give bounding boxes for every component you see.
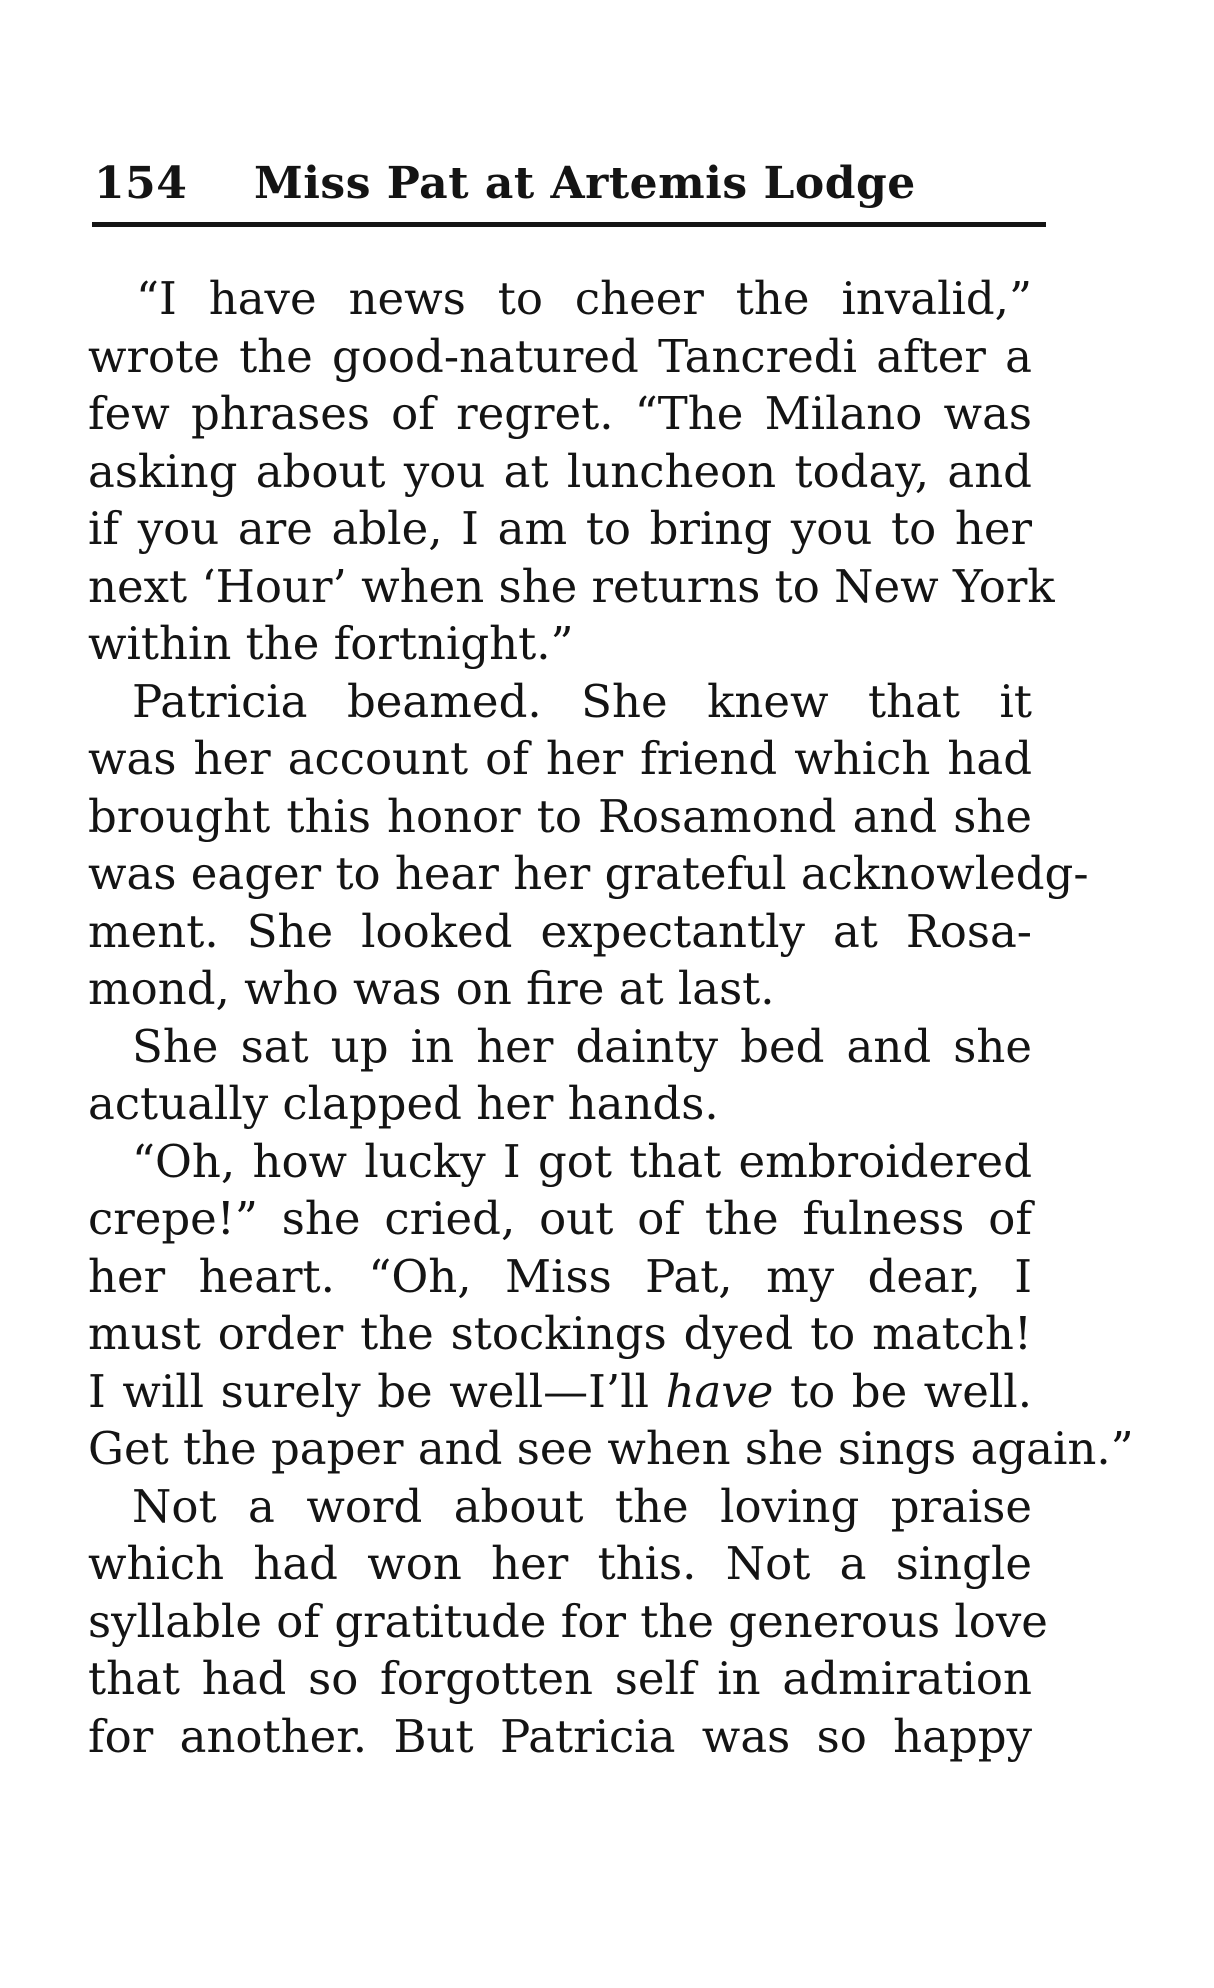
text-line: mond, who was on fire at last.	[88, 962, 775, 1015]
text-line: was eager to hear her grateful acknowledg-	[88, 847, 1089, 900]
text-line: that had so forgotten self in admiration	[88, 1652, 1032, 1705]
text-line: was her account of her friend which had	[88, 732, 1032, 785]
text-line: which had won her this. Not a single	[88, 1537, 1032, 1590]
italic-word: have	[665, 1364, 774, 1418]
text-segment: I will surely be well—I’ll	[88, 1364, 666, 1418]
text-line: crepe!” she cried, out of the fulness of	[88, 1192, 1032, 1245]
text-line: Not a word about the loving praise	[132, 1479, 1032, 1533]
body-text	[88, 270, 1134, 1765]
text-line: “I have news to cheer the invalid,”	[136, 272, 1032, 325]
text-line: within the fortnight.”	[88, 617, 574, 670]
text-line: for another. But Patricia was so happy	[88, 1709, 1032, 1763]
text-line	[88, 1363, 1032, 1421]
text-line: actually clapped her hands.	[88, 1077, 719, 1130]
text-line: ment. She looked expectantly at Rosa-	[88, 904, 1032, 958]
header-rule	[92, 222, 1046, 227]
text-line: She sat up in her dainty bed and she	[132, 1019, 1032, 1073]
text-line: her heart. “Oh, Miss Pat, my dear, I	[88, 1249, 1032, 1303]
text-segment: to be well.	[773, 1364, 1033, 1418]
running-header	[94, 158, 1044, 214]
text-line: wrote the good-natured Tancredi after a	[88, 329, 1032, 383]
text-line: Patricia beamed. She knew that it	[132, 674, 1032, 728]
text-line: few phrases of regret. “The Milano was	[88, 387, 1032, 440]
text-line: Get the paper and see when she sings again.”	[88, 1422, 1134, 1475]
text-line: syllable of gratitude for the generous love	[88, 1594, 1048, 1648]
text-line: if you are able, I am to bring you to her	[88, 502, 1032, 555]
text-line: “Oh, how lucky I got that embroidered	[132, 1134, 1032, 1188]
text-line: asking about you at luncheon today, and	[88, 444, 1032, 498]
text-line: next ‘Hour’ when she returns to New York	[88, 559, 1055, 613]
running-title: Miss Pat at Artemis Lodge	[254, 158, 916, 209]
text-line: must order the stockings dyed to match!	[88, 1307, 1032, 1360]
text-line: brought this honor to Rosamond and she	[88, 789, 1032, 843]
page-number: 154	[94, 158, 188, 209]
